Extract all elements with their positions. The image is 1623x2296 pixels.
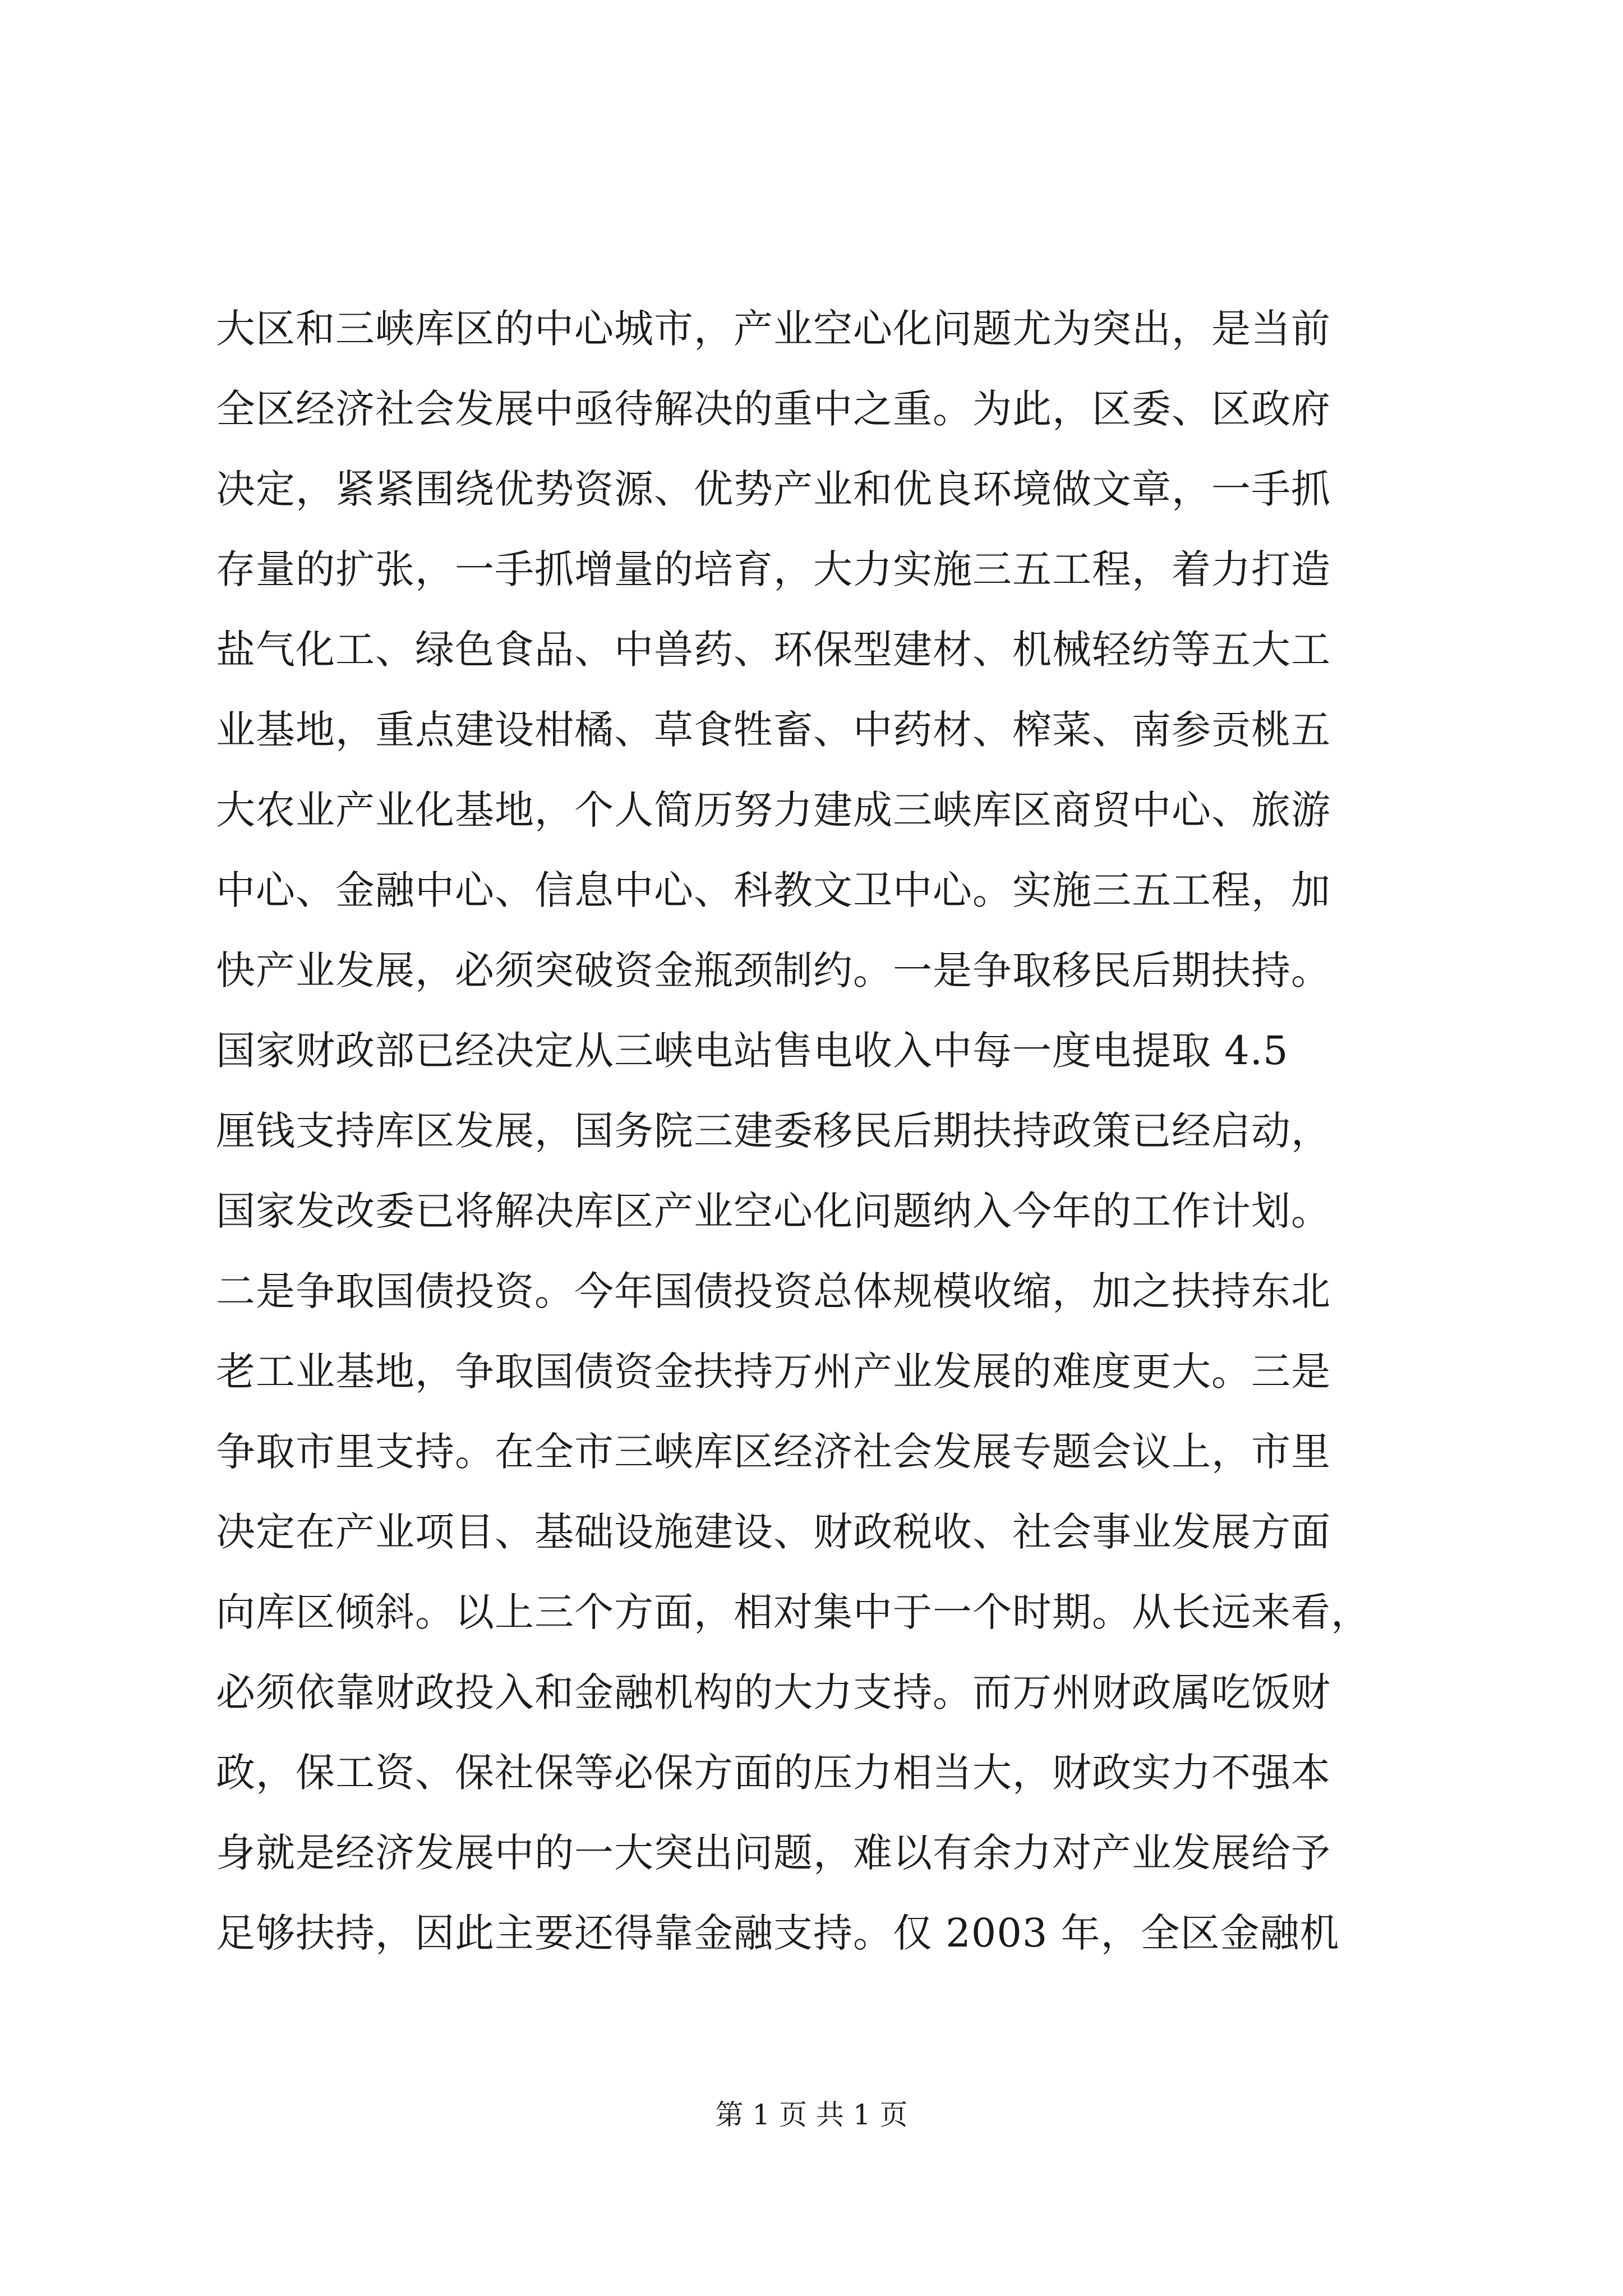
text-line: 必须依靠财政投入和金融机构的大力支持。而万州财政属吃饭财 bbox=[216, 1669, 1331, 1715]
text-line: 决定在产业项目、基础设施建设、财政税收、社会事业发展方面 bbox=[216, 1509, 1331, 1555]
text-line: 盐气化工、绿色食品、中兽药、环保型建材、机械轻纺等五大工 bbox=[216, 627, 1331, 673]
text-line: 全区经济社会发展中亟待解决的重中之重。为此，区委、区政府 bbox=[216, 386, 1331, 432]
text-line: 政，保工资、保社保等必保方面的压力相当大，财政实力不强本 bbox=[216, 1750, 1331, 1796]
text-line: 老工业基地，争取国债资金扶持万州产业发展的难度更大。三是 bbox=[216, 1349, 1331, 1395]
text-line: 大农业产业化基地，个人简历努力建成三峡库区商贸中心、旅游 bbox=[216, 787, 1331, 833]
text-line: 业基地，重点建设柑橘、草食牲畜、中药材、榨菜、南参贡桃五 bbox=[216, 707, 1331, 753]
text-line: 大区和三峡库区的中心城市，产业空心化问题尤为突出，是当前 bbox=[216, 306, 1331, 352]
text-line: 向库区倾斜。以上三个方面，相对集中于一个时期。从长远来看， bbox=[216, 1589, 1371, 1635]
page-footer: 第 1 页 共 1 页 bbox=[715, 2099, 908, 2131]
body-text bbox=[216, 289, 1427, 1973]
text-line: 足够扶持，因此主要还得靠金融支持。仅 2003 年，全区金融机 bbox=[216, 1910, 1340, 1956]
text-line: 存量的扩张，一手抓增量的培育，大力实施三五工程，着力打造 bbox=[216, 546, 1331, 592]
text-line: 国家财政部已经决定从三峡电站售电收入中每一度电提取 4.5 bbox=[216, 1028, 1289, 1074]
text-line: 决定，紧紧围绕优势资源、优势产业和优良环境做文章，一手抓 bbox=[216, 466, 1331, 512]
text-line: 厘钱支持库区发展，国务院三建委移民后期扶持政策已经启动， bbox=[216, 1108, 1331, 1154]
text-line: 国家发改委已将解决库区产业空心化问题纳入今年的工作计划。 bbox=[216, 1188, 1331, 1234]
text-line: 争取市里支持。在全市三峡库区经济社会发展专题会议上，市里 bbox=[216, 1429, 1331, 1475]
text-line: 二是争取国债投资。今年国债投资总体规模收缩，加之扶持东北 bbox=[216, 1268, 1331, 1314]
text-line: 中心、金融中心、信息中心、科教文卫中心。实施三五工程，加 bbox=[216, 867, 1331, 913]
text-line: 身就是经济发展中的一大突出问题，难以有余力对产业发展给予 bbox=[216, 1830, 1331, 1876]
text-line: 快产业发展，必须突破资金瓶颈制约。一是争取移民后期扶持。 bbox=[216, 947, 1331, 993]
